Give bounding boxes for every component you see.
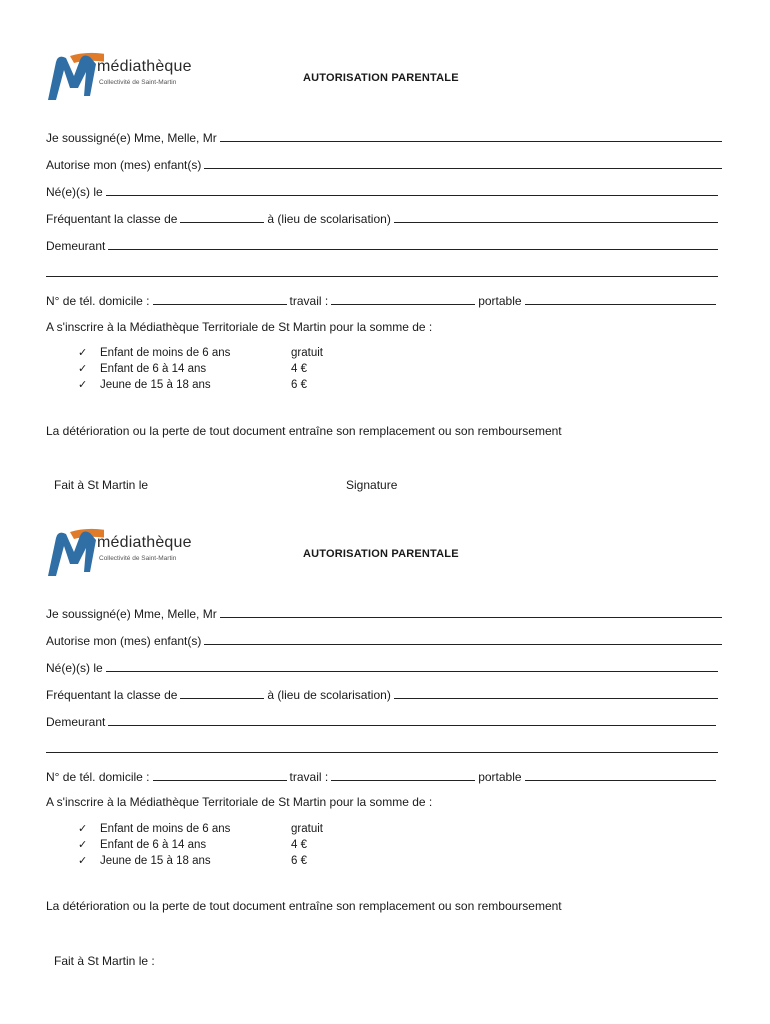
field-address-continued — [46, 262, 718, 280]
field-portable-blank[interactable] — [525, 304, 716, 305]
field-soussigne-label: Je soussigné(e) Mme, Melle, Mr — [46, 607, 217, 621]
subscription-intro: A s'inscrire à la Médiathèque Territoriale de St Martin pour la somme de : — [46, 320, 433, 334]
field-autorise — [46, 154, 722, 172]
field-address-continued-blank[interactable] — [46, 752, 718, 753]
rate-label: Enfant de 6 à 14 ans — [100, 839, 207, 851]
subscription-intro: A s'inscrire à la Médiathèque Territoriale de St Martin pour la somme de : — [46, 795, 433, 809]
field-demeurant-label: Demeurant — [46, 239, 106, 253]
signature-label: Signature — [346, 478, 398, 492]
field-ne-le-blank[interactable] — [106, 195, 718, 196]
rate-item — [78, 821, 378, 837]
field-portable-label: portable — [478, 294, 522, 308]
field-soussigne-blank[interactable] — [220, 141, 722, 142]
field-ne-le-label: Né(e)(s) le — [46, 661, 103, 675]
field-soussigne-blank[interactable] — [220, 617, 722, 618]
field-autorise-blank[interactable] — [204, 644, 722, 645]
rate-item — [78, 345, 378, 361]
field-classe-blank[interactable] — [180, 698, 264, 699]
form-title: AUTORISATION PARENTALE — [303, 548, 459, 560]
rate-label: Jeune de 15 à 18 ans — [100, 855, 211, 867]
rate-item — [78, 377, 378, 393]
field-demeurant-blank[interactable] — [108, 725, 716, 726]
mediatheque-logo-icon — [44, 524, 104, 580]
rate-price: 4 € — [291, 363, 307, 375]
field-soussigne — [46, 127, 722, 145]
logo-subtitle: Collectivité de Saint-Martin — [99, 79, 177, 86]
rate-item — [78, 837, 378, 853]
field-travail-blank[interactable] — [331, 304, 475, 305]
checkmark-icon: ✓ — [78, 855, 88, 867]
field-telephone — [46, 290, 716, 308]
rate-price: gratuit — [291, 823, 323, 835]
field-demeurant — [46, 711, 716, 729]
field-portable-label: portable — [478, 770, 522, 784]
mediatheque-logo-icon — [44, 48, 104, 104]
field-ne-le-label: Né(e)(s) le — [46, 185, 103, 199]
checkmark-icon: ✓ — [78, 379, 88, 391]
field-autorise-label: Autorise mon (mes) enfant(s) — [46, 634, 202, 648]
field-travail-label: travail : — [289, 770, 329, 784]
field-autorise — [46, 630, 722, 648]
field-autorise-blank[interactable] — [204, 168, 722, 169]
rate-item — [78, 853, 378, 869]
rate-price: gratuit — [291, 347, 323, 359]
field-tel-domicile-blank[interactable] — [153, 780, 287, 781]
rate-label: Enfant de moins de 6 ans — [100, 347, 231, 359]
checkmark-icon: ✓ — [78, 839, 88, 851]
field-demeurant-label: Demeurant — [46, 715, 106, 729]
damage-notice: La détérioration ou la perte de tout document entraîne son remplacement ou son remboursement — [46, 899, 562, 913]
logo-wordmark: médiathèque — [97, 534, 192, 551]
checkmark-icon: ✓ — [78, 347, 88, 359]
field-portable-blank[interactable] — [525, 780, 716, 781]
fait-a-label: Fait à St Martin le — [54, 478, 149, 492]
field-autorise-label: Autorise mon (mes) enfant(s) — [46, 158, 202, 172]
rate-list — [78, 821, 378, 869]
fait-a-label: Fait à St Martin le : — [54, 954, 155, 968]
field-classe — [46, 684, 718, 702]
field-address-continued-blank[interactable] — [46, 276, 718, 277]
field-classe-blank[interactable] — [180, 222, 264, 223]
authorization-form-1 — [0, 48, 770, 524]
checkmark-icon: ✓ — [78, 363, 88, 375]
field-travail-blank[interactable] — [331, 780, 475, 781]
logo-wordmark: médiathèque — [97, 58, 192, 75]
field-tel-domicile-label: N° de tél. domicile : — [46, 294, 150, 308]
rate-label: Enfant de moins de 6 ans — [100, 823, 231, 835]
mediatheque-logo — [44, 48, 194, 104]
field-travail-label: travail : — [289, 294, 329, 308]
field-address-continued — [46, 738, 718, 756]
field-telephone — [46, 766, 716, 784]
field-ne-le — [46, 181, 718, 199]
rate-label: Enfant de 6 à 14 ans — [100, 363, 207, 375]
rate-price: 6 € — [291, 855, 307, 867]
rate-list — [78, 345, 378, 393]
field-classe-label: Fréquentant la classe de — [46, 212, 178, 226]
field-demeurant-blank[interactable] — [108, 249, 718, 250]
field-ne-le-blank[interactable] — [106, 671, 718, 672]
rate-price: 4 € — [291, 839, 307, 851]
rate-label: Jeune de 15 à 18 ans — [100, 379, 211, 391]
field-lieu-label: à (lieu de scolarisation) — [267, 688, 391, 702]
authorization-form-2 — [0, 524, 770, 1000]
field-soussigne-label: Je soussigné(e) Mme, Melle, Mr — [46, 131, 217, 145]
field-tel-domicile-blank[interactable] — [153, 304, 287, 305]
damage-notice: La détérioration ou la perte de tout document entraîne son remplacement ou son remboursement — [46, 424, 562, 438]
field-tel-domicile-label: N° de tél. domicile : — [46, 770, 150, 784]
logo-subtitle: Collectivité de Saint-Martin — [99, 555, 177, 562]
field-lieu-blank[interactable] — [394, 222, 718, 223]
rate-item — [78, 361, 378, 377]
field-lieu-label: à (lieu de scolarisation) — [267, 212, 391, 226]
field-soussigne — [46, 603, 722, 621]
field-classe-label: Fréquentant la classe de — [46, 688, 178, 702]
mediatheque-logo — [44, 524, 194, 580]
form-title: AUTORISATION PARENTALE — [303, 72, 459, 84]
field-classe — [46, 208, 718, 226]
field-ne-le — [46, 657, 718, 675]
field-demeurant — [46, 235, 718, 253]
field-lieu-blank[interactable] — [394, 698, 718, 699]
checkmark-icon: ✓ — [78, 823, 88, 835]
rate-price: 6 € — [291, 379, 307, 391]
